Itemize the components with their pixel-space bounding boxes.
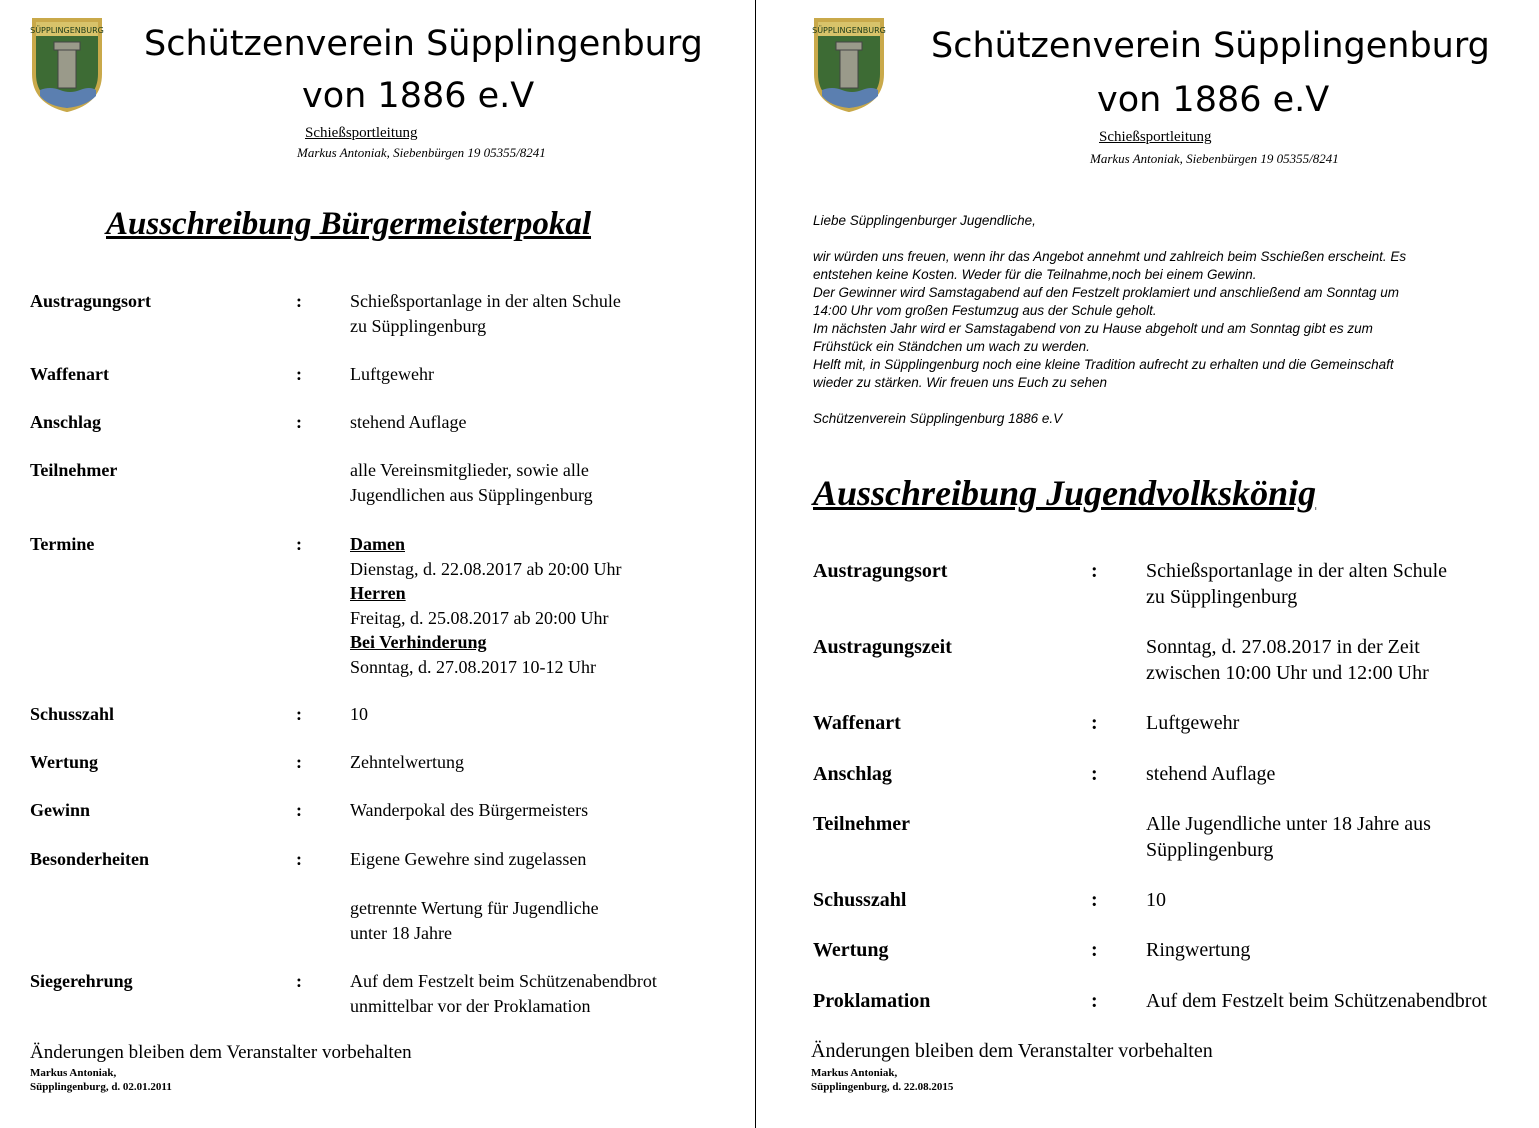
detail-value [350, 362, 434, 387]
letter-line: wir würden uns freuen, wenn ihr das Angebot annehmt und zahlreich beim Sschießen erscheint. Es [813, 249, 1407, 264]
detail-colon: : [296, 800, 302, 820]
club-crest-icon [812, 16, 886, 112]
detail-label: Austragungsort [813, 560, 948, 582]
detail-label: Teilnehmer [30, 460, 118, 480]
letter-line: entstehen keine Kosten. Weder für die Teilnahme,noch bei einem Gewinn. [813, 267, 1257, 282]
detail-value-line: zu Süpplingenburg [350, 315, 487, 336]
detail-colon: : [1091, 939, 1098, 961]
detail-value [350, 702, 368, 727]
detail-value [1146, 988, 1487, 1014]
letter-line [813, 392, 1533, 410]
club-name: Schützenverein Süpplingenburg [931, 26, 1490, 66]
detail-value-line: unmittelbar vor der Proklamation [350, 995, 591, 1016]
detail-value [1146, 710, 1239, 736]
detail-value-line: Süpplingenburg [1146, 839, 1274, 861]
letter-line [813, 230, 1533, 248]
detail-value-line: Damen [350, 534, 405, 554]
detail-value-line: Jugendlichen aus Süpplingenburg [350, 484, 593, 505]
detail-value [1146, 761, 1275, 787]
detail-value [350, 798, 588, 823]
detail-value-line: alle Vereinsmitglieder, sowie alle [350, 460, 589, 480]
detail-value [350, 458, 593, 507]
letter-line: Liebe Süpplingenburger Jugendliche, [813, 213, 1036, 228]
letter-line: Schützenverein Süpplingenburg 1886 e.V [813, 411, 1063, 426]
detail-label: Wertung [813, 939, 889, 961]
detail-value-line: Freitag, d. 25.08.2017 ab 20:00 Uhr [350, 607, 609, 628]
detail-value-line: unter 18 Jahre [350, 922, 452, 943]
detail-value-line: Bei Verhinderung [350, 632, 487, 652]
detail-value-line: getrennte Wertung für Jugendliche [350, 898, 599, 918]
detail-label: Schusszahl [813, 889, 907, 911]
detail-value-line: zu Süpplingenburg [1146, 586, 1298, 608]
detail-value [350, 750, 464, 775]
detail-value [1146, 887, 1166, 913]
detail-label: Wertung [30, 752, 99, 772]
detail-value-line: Auf dem Festzelt beim Schützenabendbrot [350, 971, 657, 991]
signature-name: Markus Antoniak, [30, 1067, 117, 1079]
letter-line: Im nächsten Jahr wird er Samstagabend von zu Hause abgeholt und am Sonntag gibt es zum [813, 321, 1373, 336]
detail-value-line: Luftgewehr [350, 364, 434, 384]
detail-value-line: Alle Jugendliche unter 18 Jahre aus [1146, 813, 1431, 835]
footer-note: Änderungen bleiben dem Veranstalter vorbehalten [811, 1040, 1213, 1062]
detail-value [350, 532, 621, 679]
detail-value-line: Luftgewehr [1146, 712, 1240, 734]
detail-label: Schusszahl [30, 704, 115, 724]
department: Schießsportleitung [305, 125, 418, 141]
detail-value-line: Dienstag, d. 22.08.2017 ab 20:00 Uhr [350, 558, 622, 579]
detail-value-line: Sonntag, d. 27.08.2017 in der Zeit [1146, 636, 1420, 658]
detail-value-line: Ringwertung [1146, 939, 1251, 961]
crest-label: SÜPPLINGENBURG [812, 26, 886, 35]
right-page [758, 0, 1539, 1128]
document-title: Ausschreibung Jugendvolkskönig [813, 473, 1317, 513]
detail-value-line: Zehntelwertung [350, 752, 464, 772]
detail-label: Anschlag [813, 763, 892, 785]
detail-value-line: stehend Auflage [350, 412, 467, 432]
invitation-letter [813, 212, 1533, 428]
club-founding: von 1886 e.V [1097, 80, 1330, 120]
detail-colon: : [1091, 889, 1098, 911]
signature [811, 1066, 953, 1094]
detail-value [1146, 634, 1429, 686]
contact-line: Markus Antoniak, Siebenbürgen 19 05355/8241 [297, 145, 546, 160]
club-crest-icon [30, 16, 104, 112]
club-founding: von 1886 e.V [302, 76, 535, 116]
detail-value-line: Sonntag, d. 27.08.2017 10-12 Uhr [350, 656, 596, 677]
detail-label: Siegerehrung [30, 971, 133, 991]
detail-label: Gewinn [30, 800, 91, 820]
detail-colon: : [296, 534, 302, 554]
letter-line: wieder zu stärken. Wir freuen uns Euch zu sehen [813, 375, 1108, 390]
detail-colon: : [1091, 763, 1098, 785]
detail-colon: : [1091, 712, 1098, 734]
detail-colon: : [1091, 990, 1098, 1012]
contact-line: Markus Antoniak, Siebenbürgen 19 05355/8241 [1090, 151, 1339, 166]
detail-value [350, 289, 621, 338]
detail-label: Austragungsort [30, 291, 152, 311]
detail-value-line: zwischen 10:00 Uhr und 12:00 Uhr [1146, 662, 1429, 684]
detail-value-line: 10 [1146, 889, 1166, 911]
detail-value-line: 10 [350, 704, 368, 724]
detail-colon: : [296, 971, 302, 991]
detail-value-line: Herren [350, 583, 406, 603]
detail-value [1146, 937, 1250, 963]
detail-colon: : [296, 849, 302, 869]
club-name: Schützenverein Süpplingenburg [144, 24, 703, 64]
detail-value [350, 896, 599, 945]
detail-colon: : [1091, 560, 1098, 582]
signature [30, 1066, 172, 1094]
detail-colon: : [296, 412, 302, 432]
footer-note: Änderungen bleiben dem Veranstalter vorbehalten [30, 1042, 412, 1063]
left-page [0, 0, 754, 1128]
letter-line: 14:00 Uhr vom großen Festumzug aus der Schule geholt. [813, 303, 1157, 318]
detail-value-line: Auf dem Festzelt beim Schützenabendbrot [1146, 990, 1488, 1012]
detail-colon: : [296, 752, 302, 772]
letter-line: Der Gewinner wird Samstagabend auf den Festzelt proklamiert und anschließend am Sonntag um [813, 285, 1400, 300]
detail-value [1146, 558, 1447, 610]
detail-value-line: Wanderpokal des Bürgermeisters [350, 800, 589, 820]
detail-value-line: Schießsportanlage in der alten Schule [350, 291, 621, 311]
detail-label: Waffenart [30, 364, 109, 384]
document-title: Ausschreibung Bürgermeisterpokal [106, 206, 592, 242]
signature-place-date: Süpplingenburg, d. 02.01.2011 [30, 1081, 172, 1093]
detail-label: Teilnehmer [813, 813, 911, 835]
detail-colon: : [296, 291, 302, 311]
letter-line: Helft mit, in Süpplingenburg noch eine kleine Tradition aufrecht zu erhalten und die Gemeinschaft [813, 357, 1394, 372]
detail-value-line: Schießsportanlage in der alten Schule [1146, 560, 1448, 582]
detail-value [350, 410, 466, 435]
detail-value [350, 969, 657, 1018]
detail-value-line: Eigene Gewehre sind zugelassen [350, 849, 587, 869]
detail-label: Termine [30, 534, 95, 554]
detail-colon: : [296, 704, 302, 724]
crest-label: SÜPPLINGENBURG [30, 26, 104, 35]
detail-value [350, 847, 586, 872]
signature-name: Markus Antoniak, [811, 1067, 898, 1079]
detail-label: Waffenart [813, 712, 901, 734]
detail-label: Austragungszeit [813, 636, 952, 658]
page-divider [755, 0, 756, 1128]
detail-label: Besonderheiten [30, 849, 149, 869]
letter-line: Frühstück ein Ständchen um wach zu werden. [813, 339, 1090, 354]
detail-value [1146, 811, 1431, 863]
department: Schießsportleitung [1099, 129, 1212, 145]
signature-place-date: Süpplingenburg, d. 22.08.2015 [811, 1081, 954, 1093]
detail-colon: : [296, 364, 302, 384]
detail-label: Proklamation [813, 990, 931, 1012]
detail-value-line: stehend Auflage [1146, 763, 1276, 785]
detail-label: Anschlag [30, 412, 102, 432]
